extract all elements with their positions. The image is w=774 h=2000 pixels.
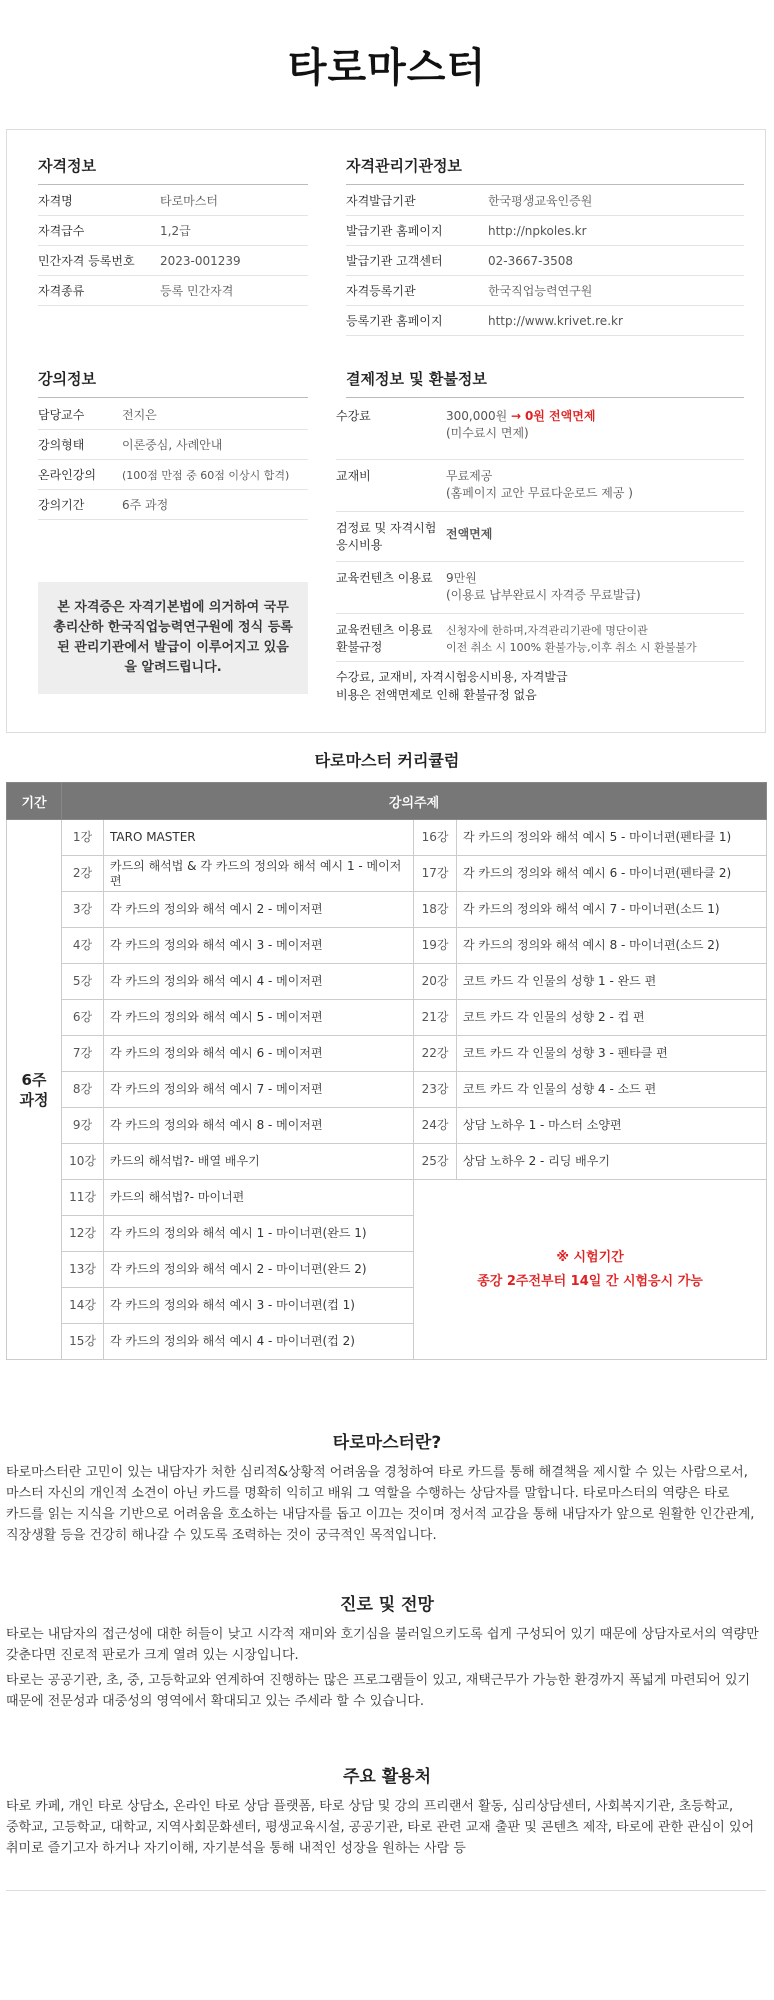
lecture-row-format <box>38 430 308 460</box>
agency-row-homepage <box>346 216 744 246</box>
issuer-homepage-link[interactable]: http://npkoles.kr <box>488 223 587 238</box>
fee-free: 0원 전액면제 <box>524 409 596 423</box>
material-value <box>446 468 633 511</box>
kv-key: 강의기간 <box>38 498 85 512</box>
kv-key: 자격발급기관 <box>346 194 416 208</box>
content-value <box>446 570 641 613</box>
fee-price: 300,000원 <box>446 409 508 423</box>
lesson-number: 1강 <box>62 820 104 856</box>
table-row <box>7 928 767 964</box>
payment-row-content <box>336 562 744 614</box>
lesson-title: 카드의 해석법?- 배열 배우기 <box>104 1144 414 1180</box>
refund-v2: 이전 취소 시 100% 환불가능,이후 취소 시 환불불가 <box>446 641 697 654</box>
lesson-number: 19강 <box>414 928 457 964</box>
lesson-number: 14강 <box>62 1288 104 1324</box>
lecture-row-period <box>38 490 308 520</box>
agency-row-issuer <box>346 186 744 216</box>
usage-text: 타로 카페, 개인 타로 상담소, 온라인 타로 상담 플랫폼, 타로 상담 및 강의 프리랜서 활동, 심리상담센터, 사회복지기관, 초등학교, 중학교, 고등학교, 대학교, 지역사회문화센터, 평생교육시설, 공공기관, 타로 관련 교재 출판 및 콘텐츠 제작, 타로에 관한 관심이 있어 취미로 즐기고자 하거나 자기이해, 자기분석을 통해 내적인 성장을 원하는 사람 등 <box>6 1799 755 1856</box>
lesson-number: 18강 <box>414 892 457 928</box>
exam-period-text: 종강 2주전부터 14일 간 시험응시 가능 <box>477 1273 703 1289</box>
kv-key: 강의형태 <box>38 438 85 452</box>
lesson-title: 각 카드의 정의와 해석 예시 8 - 메이저편 <box>104 1108 414 1144</box>
kv-value: 1,2급 <box>160 224 191 238</box>
bottom-divider <box>6 1890 766 1891</box>
lesson-number: 2강 <box>62 856 104 892</box>
lesson-number: 16강 <box>414 820 457 856</box>
kv-key: 교육컨텐츠 이용료 환불규정 <box>336 623 433 654</box>
lesson-number: 6강 <box>62 1000 104 1036</box>
lesson-number: 15강 <box>62 1324 104 1360</box>
lesson-number: 11강 <box>62 1180 104 1216</box>
lesson-number: 22강 <box>414 1036 457 1072</box>
table-row <box>7 964 767 1000</box>
payment-row-refund <box>336 614 744 662</box>
lesson-number: 13강 <box>62 1252 104 1288</box>
qual-row-regno <box>38 246 308 276</box>
lesson-title: 코트 카드 각 인물의 성향 4 - 소드 편 <box>457 1072 767 1108</box>
fee-note: (미수료시 면제) <box>446 426 529 440</box>
lesson-number: 4강 <box>62 928 104 964</box>
period-cell <box>7 820 62 1360</box>
lesson-title: 코트 카드 각 인물의 성향 3 - 펜타클 편 <box>457 1036 767 1072</box>
lecture-row-online <box>38 460 308 490</box>
kv-value: 이론중심, 사례안내 <box>122 438 223 452</box>
lesson-title: 각 카드의 정의와 해석 예시 5 - 마이너편(펜타클 1) <box>457 820 767 856</box>
lesson-number: 17강 <box>414 856 457 892</box>
registrar-homepage-link[interactable]: http://www.krivet.re.kr <box>488 313 623 328</box>
kv-key: 민간자격 등록번호 <box>38 254 135 268</box>
lesson-number: 9강 <box>62 1108 104 1144</box>
kv-key: 교육컨텐츠 이용료 <box>336 571 433 585</box>
kv-key: 검정료 및 자격시험 응시비용 <box>336 521 437 552</box>
lesson-title: 상담 노하우 1 - 마스터 소양편 <box>457 1108 767 1144</box>
career-title: 진로 및 전망 <box>340 1595 434 1615</box>
lecture-heading: 강의정보 <box>38 368 308 398</box>
about-text: 타로마스터란 고민이 있는 내담자가 처한 심리적&상황적 어려움을 경청하여 타로 카드를 통해 해결책을 제시할 수 있는 사람으로서, 마스터 자신의 개인적 소견이 아닌 카드를 명확히 익히고 배워 그 역할을 수행하는 상담자를 말합니다. 타로마스터의 역량은 타로 카드를 읽는 지식을 기반으로 어려움을 호소하는 내담자를 돕고 이끄는 것이며 정서적 교감을 통해 내담자가 앞으로 원활한 인간관계, 직장생활 등을 건강히 해나갈 수 있도록 조력하는 것이 궁극적인 목적입니다. <box>6 1465 755 1543</box>
lesson-number: 12강 <box>62 1216 104 1252</box>
lesson-title: 각 카드의 정의와 해석 예시 7 - 마이너편(소드 1) <box>457 892 767 928</box>
lesson-title: 각 카드의 정의와 해석 예시 4 - 메이저편 <box>104 964 414 1000</box>
payment-heading: 결제정보 및 환불정보 <box>346 368 744 398</box>
lesson-number: 20강 <box>414 964 457 1000</box>
qualification-heading: 자격정보 <box>38 155 308 185</box>
lesson-title: 각 카드의 정의와 해석 예시 1 - 마이너편(완드 1) <box>104 1216 414 1252</box>
table-row <box>7 1108 767 1144</box>
period-text: 과정 <box>19 1090 49 1109</box>
kv-value: 한국평생교육인증원 <box>488 194 593 208</box>
page-title: 타로마스터 <box>287 45 487 91</box>
lesson-title: 각 카드의 정의와 해석 예시 2 - 메이저편 <box>104 892 414 928</box>
lesson-title: 각 카드의 정의와 해석 예시 7 - 메이저편 <box>104 1072 414 1108</box>
accreditation-notice <box>38 582 308 694</box>
col-period-header: 기간 <box>7 783 62 820</box>
kv-value: 6주 과정 <box>122 498 169 512</box>
lesson-title: 각 카드의 정의와 해석 예시 3 - 마이너편(컵 1) <box>104 1288 414 1324</box>
kv-key: 자격등록기관 <box>346 284 416 298</box>
table-row <box>7 820 767 856</box>
content-v2: (이용료 납부완료시 자격증 무료발급) <box>446 588 641 602</box>
kv-key: 등록기관 홈페이지 <box>346 314 443 328</box>
lesson-title: 상담 노하우 2 - 리딩 배우기 <box>457 1144 767 1180</box>
agency-row-reg-homepage <box>346 306 744 336</box>
about-title: 타로마스터란? <box>332 1433 442 1453</box>
lesson-title: 각 카드의 정의와 해석 예시 3 - 메이저편 <box>104 928 414 964</box>
kv-key: 담당교수 <box>38 408 85 422</box>
refund-footnote: 수강료, 교재비, 자격시험응시비용, 자격발급비용은 전액면제로 인해 환불규정 없음 <box>336 670 568 702</box>
payment-row-fee <box>336 408 744 460</box>
kv-value: 전지은 <box>122 408 157 422</box>
curriculum-title: 타로마스터 커리큘럼 <box>314 751 460 770</box>
kv-value: (100점 만점 중 60점 이상시 합격) <box>122 468 290 482</box>
lesson-number: 7강 <box>62 1036 104 1072</box>
exam-period-title: ※ 시험기간 <box>556 1249 624 1265</box>
kv-key: 발급기관 홈페이지 <box>346 224 443 238</box>
agency-heading: 자격관리기관정보 <box>346 155 744 185</box>
kv-key: 자격종류 <box>38 284 85 298</box>
curriculum-table <box>6 782 767 1360</box>
kv-key: 자격급수 <box>38 224 85 238</box>
lesson-title: 코트 카드 각 인물의 성향 1 - 완드 편 <box>457 964 767 1000</box>
kv-value: 등록 민간자격 <box>160 284 234 298</box>
lecture-row-professor <box>38 400 308 430</box>
table-row <box>7 1144 767 1180</box>
lesson-title: 코트 카드 각 인물의 성향 2 - 컵 편 <box>457 1000 767 1036</box>
period-num: 6주 <box>21 1070 47 1089</box>
table-row <box>7 1000 767 1036</box>
lesson-number: 8강 <box>62 1072 104 1108</box>
fee-value <box>446 408 595 459</box>
table-row <box>7 1036 767 1072</box>
career-text-2: 타로는 공공기관, 초, 중, 고등학교와 연계하여 진행하는 많은 프로그램들이 있고, 재택근무가 가능한 환경까지 폭넓게 마련되어 있기 때문에 전문성과 대중성의 영역에서 확대되고 있는 주세라 할 수 있습니다. <box>6 1673 751 1709</box>
notice-text: 본 자격증은 자격기본법에 의거하여 국무총리산하 한국직업능력연구원에 정식 등록된 관리기관에서 발급이 이루어지고 있음을 알려드립니다. <box>53 600 293 675</box>
table-row <box>7 1072 767 1108</box>
material-v2: (홈페이지 교안 무료다운로드 제공 ) <box>446 486 633 500</box>
kv-value: 2023-001239 <box>160 253 241 268</box>
kv-key: 자격명 <box>38 194 73 208</box>
lesson-number: 3강 <box>62 892 104 928</box>
lesson-title: TARO MASTER <box>104 820 414 856</box>
table-row <box>7 856 767 892</box>
qual-row-name <box>38 186 308 216</box>
qual-row-type <box>38 276 308 306</box>
kv-key: 발급기관 고객센터 <box>346 254 443 268</box>
lesson-number: 24강 <box>414 1108 457 1144</box>
table-header-row <box>7 783 767 820</box>
kv-key: 교재비 <box>336 469 371 483</box>
exam-period-cell <box>414 1180 767 1360</box>
lesson-title: 각 카드의 정의와 해석 예시 5 - 메이저편 <box>104 1000 414 1036</box>
kv-value: 한국직업능력연구원 <box>488 284 593 298</box>
lesson-number: 23강 <box>414 1072 457 1108</box>
arrow-icon: → <box>511 409 522 423</box>
payment-row-material <box>336 460 744 512</box>
col-subject-header: 강의주제 <box>62 783 767 820</box>
kv-value: 타로마스터 <box>160 194 218 208</box>
kv-key: 수강료 <box>336 409 371 423</box>
lesson-number: 5강 <box>62 964 104 1000</box>
lesson-title: 카드의 해석법?- 마이너편 <box>104 1180 414 1216</box>
lesson-title: 각 카드의 정의와 해석 예시 2 - 마이너편(완드 2) <box>104 1252 414 1288</box>
table-row <box>7 1180 767 1216</box>
lesson-number: 25강 <box>414 1144 457 1180</box>
lesson-title: 각 카드의 정의와 해석 예시 8 - 마이너편(소드 2) <box>457 928 767 964</box>
kv-key: 온라인강의 <box>38 468 96 482</box>
refund-v1: 신청자에 한하며,자격관리기관에 명단이관 <box>446 624 648 637</box>
table-row <box>7 892 767 928</box>
exam-fee-free: 전액면제 <box>446 527 493 541</box>
lesson-number: 10강 <box>62 1144 104 1180</box>
content-v1: 9만원 <box>446 571 477 585</box>
qual-row-grade <box>38 216 308 246</box>
payment-row-exam <box>336 512 744 562</box>
agency-row-cs <box>346 246 744 276</box>
material-v1: 무료제공 <box>446 469 493 483</box>
kv-value: 02-3667-3508 <box>488 253 574 268</box>
lesson-title: 각 카드의 정의와 해석 예시 4 - 마이너편(컵 2) <box>104 1324 414 1360</box>
lesson-title: 각 카드의 정의와 해석 예시 6 - 마이너편(펜타클 2) <box>457 856 767 892</box>
usage-title: 주요 활용처 <box>342 1767 432 1787</box>
agency-row-registrar <box>346 276 744 306</box>
lesson-number: 21강 <box>414 1000 457 1036</box>
refund-value <box>446 622 697 661</box>
career-text-1: 타로는 내담자의 접근성에 대한 허들이 낮고 시각적 재미와 호기심을 불러일으키도록 쉽게 구성되어 있기 때문에 상담자로서의 역량만 갖춘다면 진로적 판로가 크게 열려 있는 시장입니다. <box>6 1627 759 1663</box>
lesson-title: 각 카드의 정의와 해석 예시 6 - 메이저편 <box>104 1036 414 1072</box>
lesson-title: 카드의 해석법 & 각 카드의 정의와 해석 예시 1 - 메이저편 <box>104 856 414 892</box>
